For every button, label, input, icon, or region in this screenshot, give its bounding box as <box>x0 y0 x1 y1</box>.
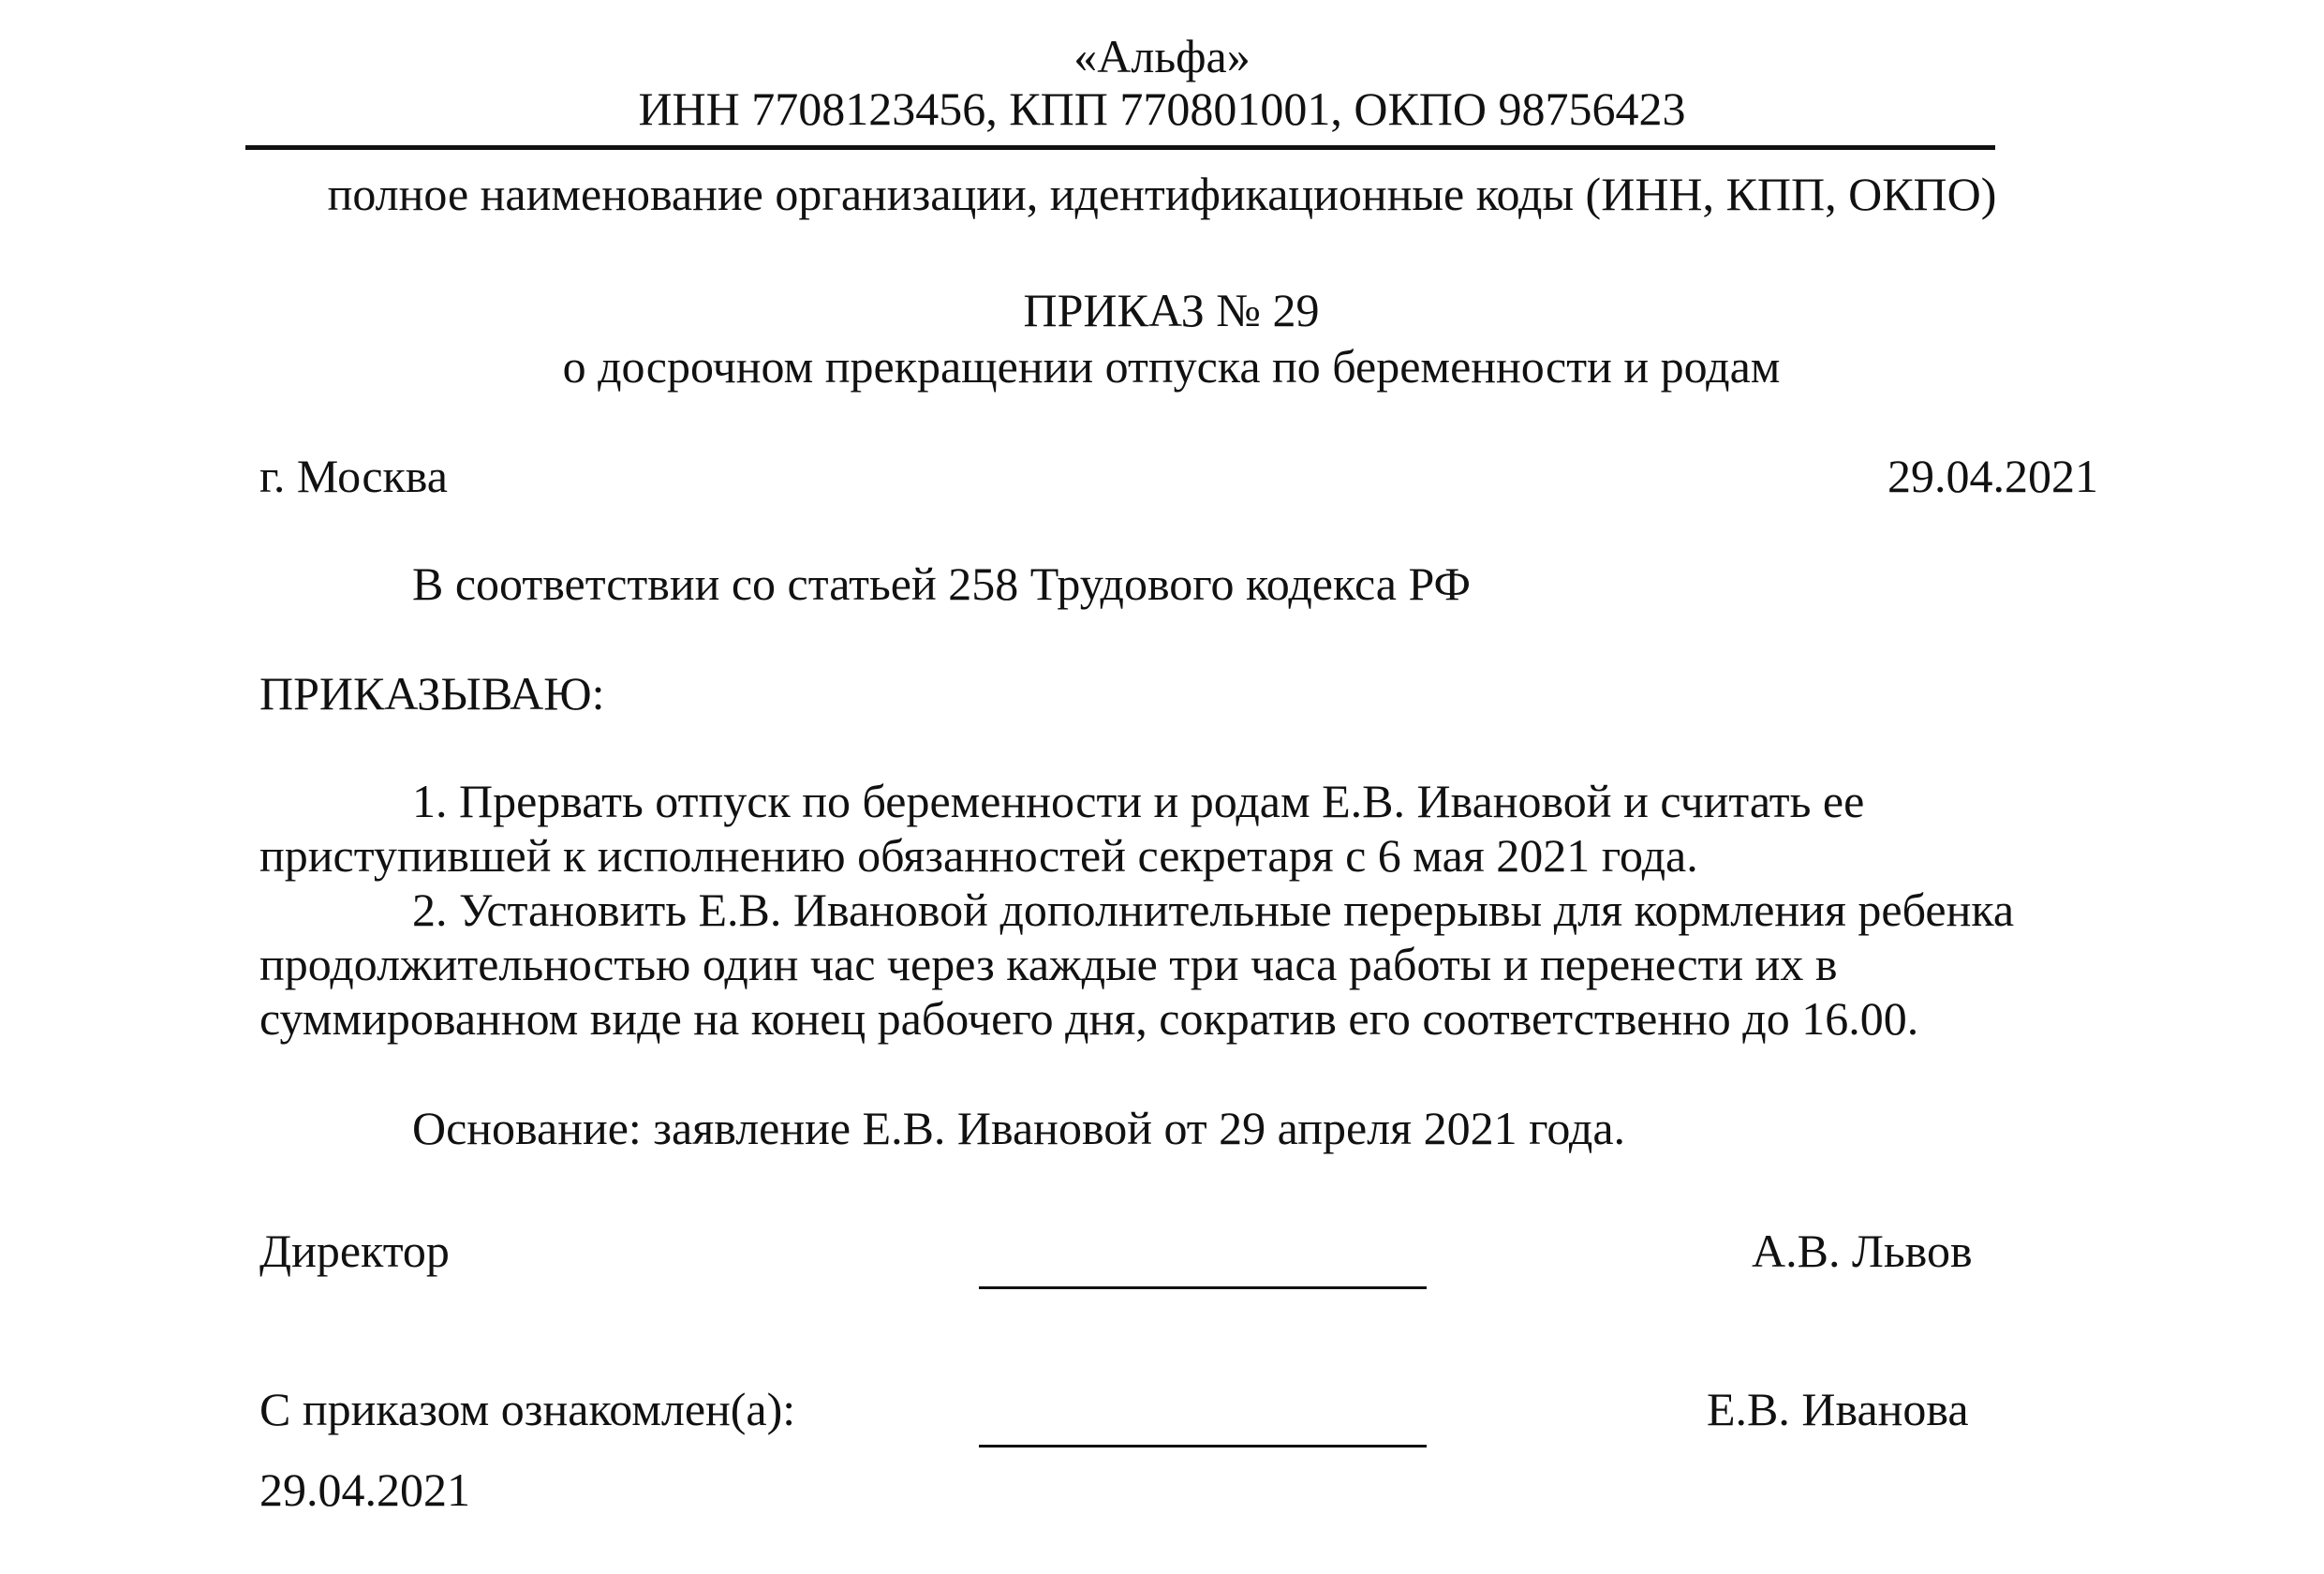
org-caption: полное наименование организации, идентификационные коды (ИНН, КПП, ОКПО) <box>327 168 1997 220</box>
item-2-line-2: продолжительностью один час через каждые три часа работы и перенести их в <box>259 938 1838 990</box>
order-date: 29.04.2021 <box>1887 450 2098 502</box>
order-city: г. Москва <box>259 450 448 502</box>
acknowledged-date: 29.04.2021 <box>259 1463 470 1516</box>
item-1-line-2: приступившей к исполнению обязанностей секретаря с 6 мая 2021 года. <box>259 829 1698 882</box>
header-divider <box>245 145 1995 150</box>
item-1-line-1: 1. Прервать отпуск по беременности и родам Е.В. Ивановой и считать ее <box>412 775 1865 827</box>
order-subject: о досрочном прекращении отпуска по беременности и родам <box>562 340 1781 393</box>
grounds: Основание: заявление Е.В. Ивановой от 29 апреля 2021 года. <box>412 1102 1626 1154</box>
item-2-line-3: суммированном виде на конец рабочего дня, сократив его соответственно до 16.00. <box>259 992 1919 1045</box>
employee-signature-line <box>979 1445 1427 1448</box>
director-signature-line <box>979 1286 1427 1289</box>
acknowledged-label: С приказом ознакомлен(а): <box>259 1383 796 1435</box>
item-2-line-1: 2. Установить Е.В. Ивановой дополнительные перерывы для кормления ребенка <box>412 884 2015 936</box>
org-codes: ИНН 7708123456, КПП 770801001, ОКПО 98756423 <box>638 82 1686 135</box>
director-title: Директор <box>259 1225 450 1277</box>
basis-intro: В соответствии со статьей 258 Трудового кодекса РФ <box>412 557 1471 610</box>
order-word: ПРИКАЗЫВАЮ: <box>259 667 605 720</box>
director-name: А.В. Львов <box>1752 1225 1973 1277</box>
order-number: ПРИКАЗ № 29 <box>1023 284 1320 336</box>
org-name: «Альфа» <box>1073 30 1251 82</box>
employee-name: Е.В. Иванова <box>1707 1383 1969 1435</box>
